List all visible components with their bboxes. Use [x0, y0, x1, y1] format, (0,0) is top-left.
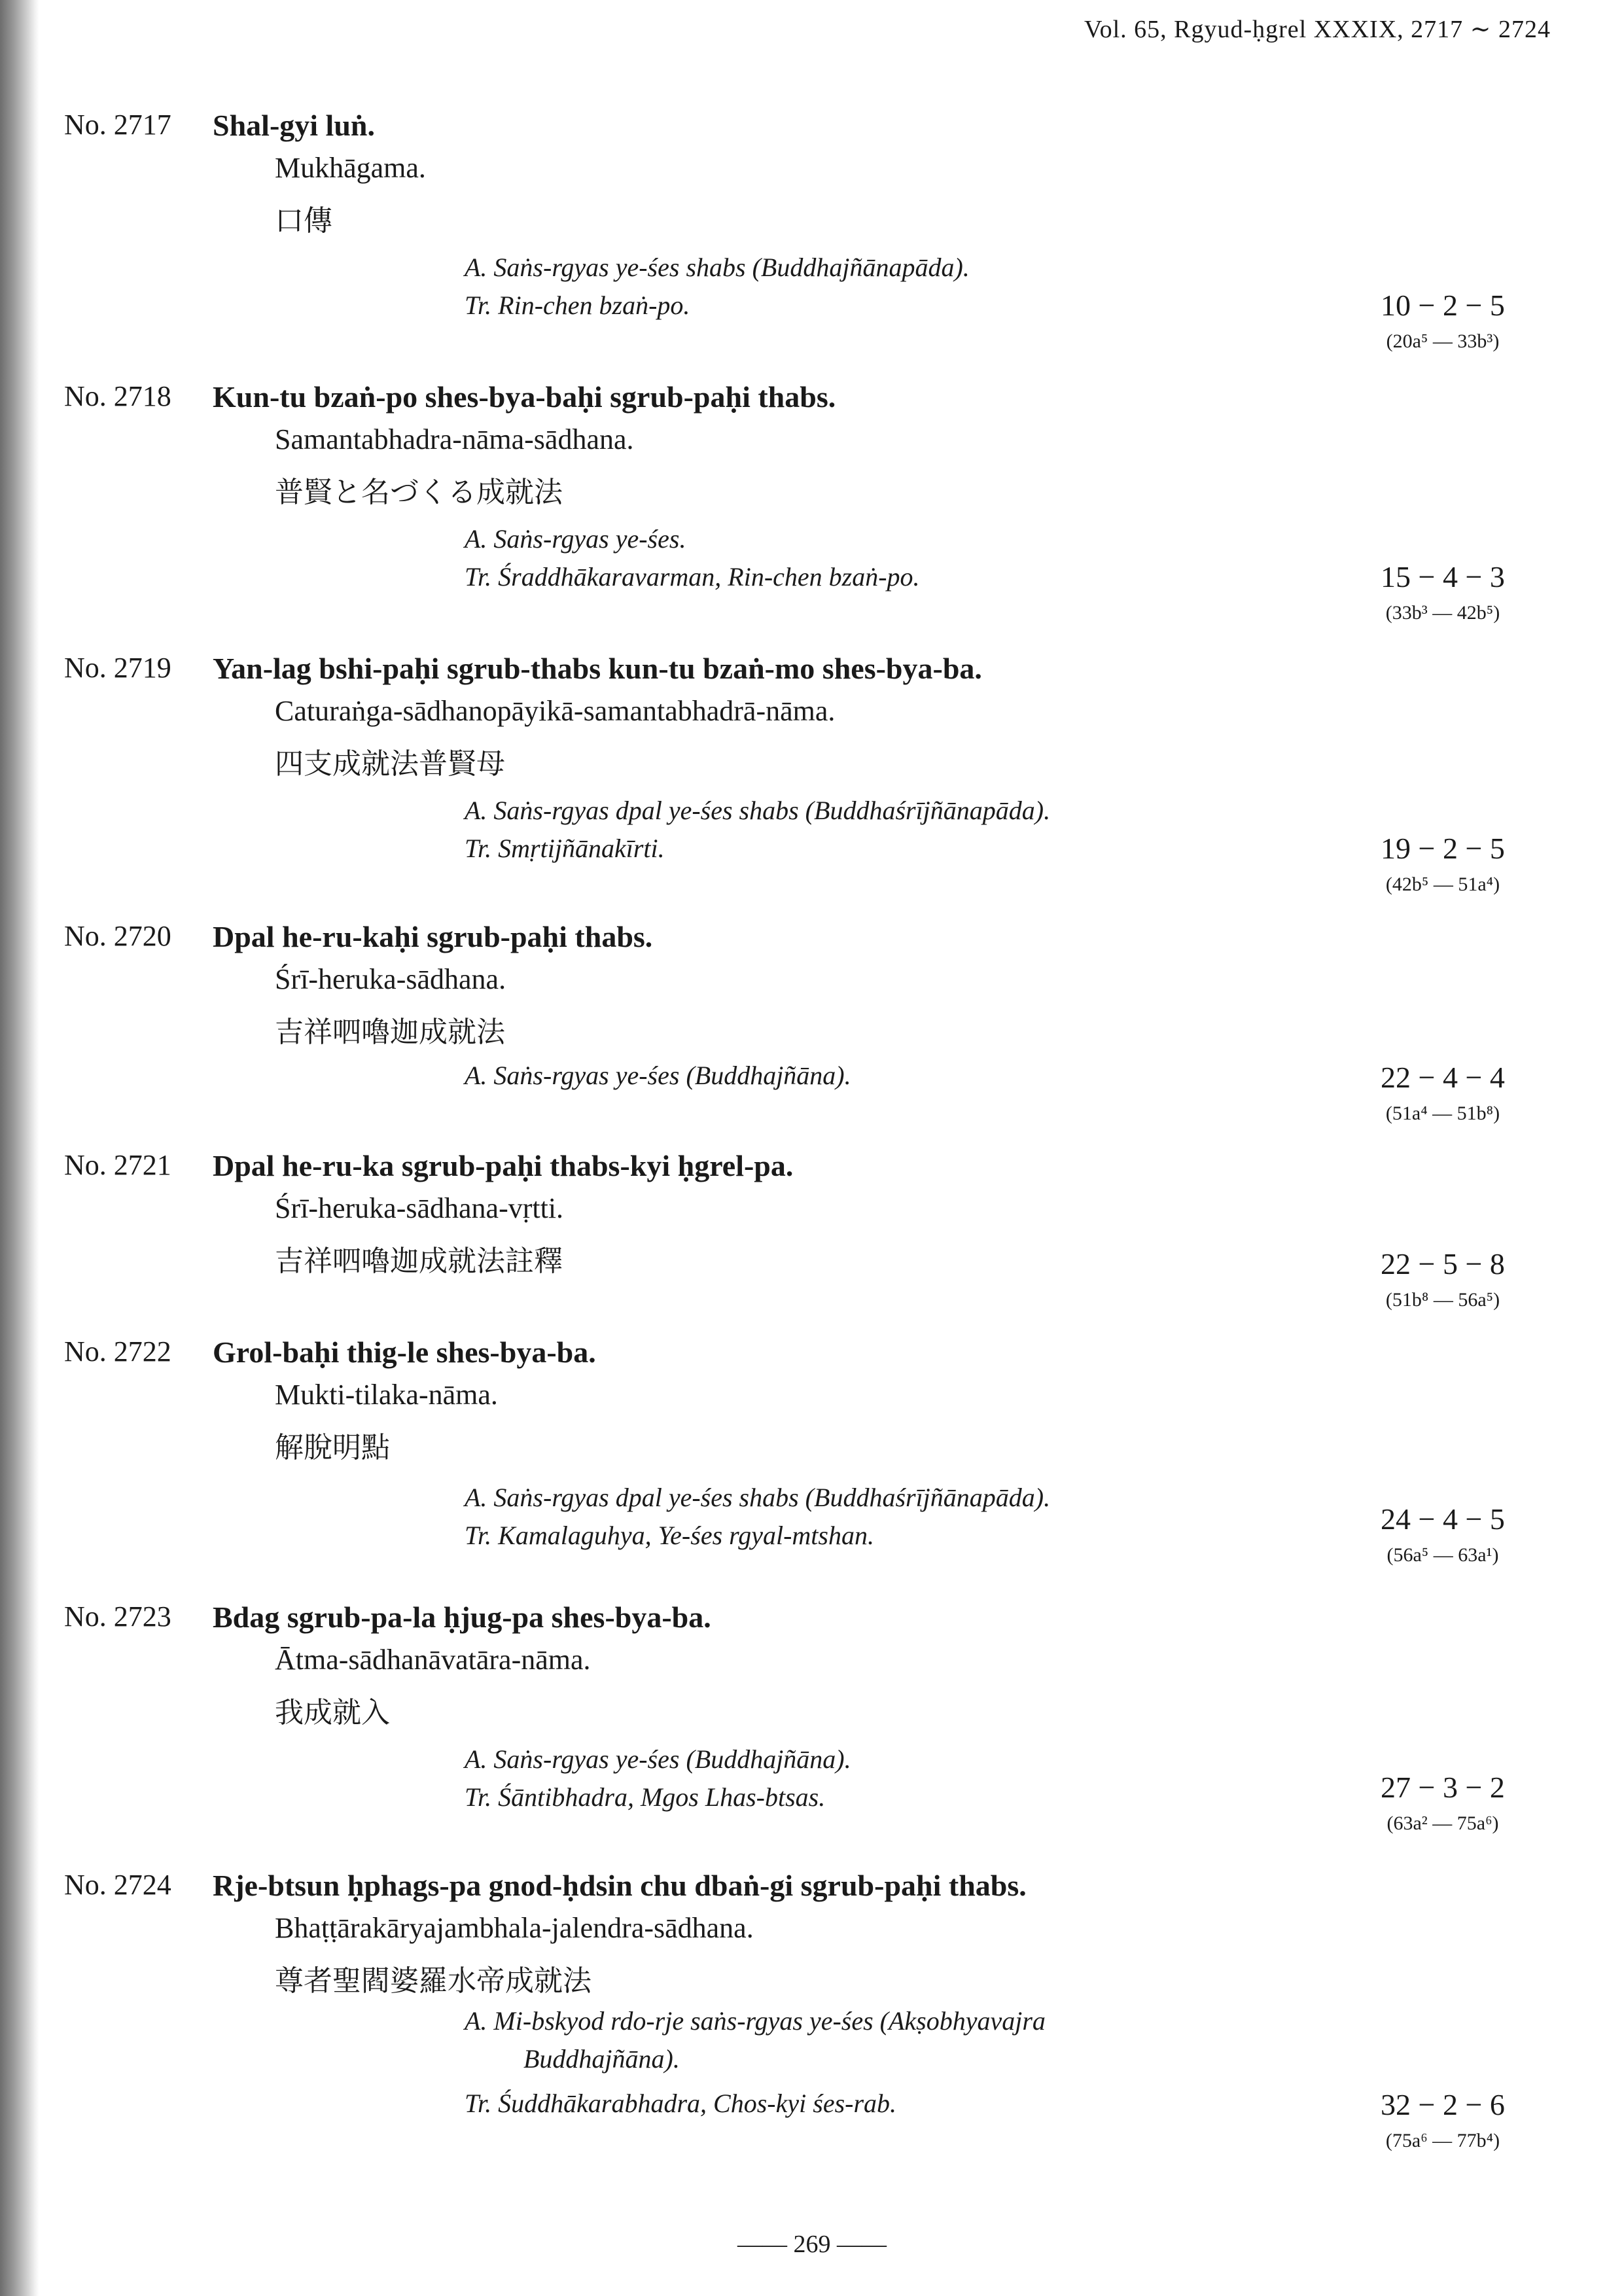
entry-sanskrit: Śrī-heruka-sādhana-vṛtti.: [275, 1192, 564, 1224]
entry-folio: (51a⁴ — 51b⁸): [1385, 1103, 1500, 1124]
entry-author: A. Saṅs-rgyas ye-śes shabs (Buddhajñānapāda).: [465, 253, 970, 282]
entry-number: No. 2722: [64, 1335, 171, 1368]
entry-translator: Tr. Śāntibhadra, Mgos Lhas-btsas.: [465, 1782, 826, 1812]
entry-number: No. 2721: [64, 1149, 171, 1181]
entry-number: No. 2724: [64, 1869, 171, 1901]
entry-translator: Tr. Rin-chen bzaṅ-po.: [465, 291, 690, 320]
entry-pages: 10 − 2 − 5: [1381, 289, 1505, 322]
entry-pages: 19 − 2 − 5: [1381, 832, 1505, 865]
entry-author-continued: Buddhajñāna).: [523, 2044, 680, 2074]
entry-number: No. 2717: [64, 109, 171, 141]
entry-author: A. Saṅs-rgyas ye-śes.: [465, 524, 686, 554]
entry-sanskrit: Samantabhadra-nāma-sādhana.: [275, 423, 634, 455]
scan-shadow-edge: [0, 0, 39, 2296]
entry-folio: (33b³ — 42b⁵): [1385, 602, 1500, 624]
entry-sanskrit: Ātma-sādhanāvatāra-nāma.: [275, 1644, 591, 1676]
entry-number: No. 2718: [64, 380, 171, 412]
entry-sanskrit: Śrī-heruka-sādhana.: [275, 963, 506, 995]
entry-author: A. Mi-bskyod rdo-rje saṅs-rgyas ye-śes (Akṣobhyavajra: [465, 2006, 1046, 2036]
entry-translator: Tr. Kamalaguhya, Ye-śes rgyal-mtshan.: [465, 1521, 874, 1550]
entry-translator: Tr. Śuddhākarabhadra, Chos-kyi śes-rab.: [465, 2089, 897, 2118]
page-number: —— 269 ——: [737, 2231, 887, 2258]
entry-author: A. Saṅs-rgyas dpal ye-śes shabs (Buddhaśrījñānapāda).: [465, 1483, 1051, 1512]
entry-title: Rje-btsun ḥphags-pa gnod-ḥdsin chu dbaṅ-gi sgrub-paḥi thabs.: [213, 1869, 1027, 1902]
entry-chinese: 尊者聖閻婆羅水帝成就法: [275, 1964, 591, 1998]
entry-author: A. Saṅs-rgyas ye-śes (Buddhajñāna).: [465, 1744, 851, 1774]
entry-number: No. 2720: [64, 920, 171, 952]
entry-pages: 27 − 3 − 2: [1381, 1771, 1505, 1804]
entry-sanskrit: Mukhāgama.: [275, 152, 426, 184]
entry-title: Bdag sgrub-pa-la ḥjug-pa shes-bya-ba.: [213, 1600, 711, 1634]
entry-title: Yan-lag bshi-paḥi sgrub-thabs kun-tu bzaṅ-mo shes-bya-ba.: [213, 652, 982, 685]
entry-chinese: 四支成就法普賢母: [275, 747, 505, 781]
entry-number: No. 2723: [64, 1600, 171, 1633]
entry-author: A. Saṅs-rgyas dpal ye-śes shabs (Buddhaśrījñānapāda).: [465, 796, 1051, 825]
entry-sanskrit: Caturaṅga-sādhanopāyikā-samantabhadrā-nāma.: [275, 695, 836, 727]
entry-number: No. 2719: [64, 652, 171, 684]
entry-title: Dpal he-ru-ka sgrub-paḥi thabs-kyi ḥgrel-pa.: [213, 1149, 794, 1182]
entry-chinese: 吉祥呬嚕迦成就法: [275, 1016, 505, 1049]
entry-folio: (51b⁸ — 56a⁵): [1385, 1289, 1500, 1311]
entry-pages: 15 − 4 − 3: [1381, 560, 1505, 593]
entry-chinese: 解脫明點: [275, 1431, 390, 1464]
entry-sanskrit: Mukti-tilaka-nāma.: [275, 1379, 498, 1411]
entry-title: Shal-gyi luṅ.: [213, 109, 375, 142]
running-header: Vol. 65, Rgyud-ḥgrel XXXIX, 2717 ∼ 2724: [1084, 16, 1551, 43]
entry-pages: 32 − 2 − 6: [1381, 2088, 1505, 2121]
entry-folio: (42b⁵ — 51a⁴): [1385, 874, 1500, 895]
entry-chinese: 普賢と名づくる成就法: [275, 476, 563, 509]
entry-author: A. Saṅs-rgyas ye-śes (Buddhajñāna).: [465, 1061, 851, 1090]
entry-folio: (56a⁵ — 63a¹): [1386, 1544, 1499, 1566]
entry-pages: 24 − 4 − 5: [1381, 1502, 1505, 1536]
entry-title: Dpal he-ru-kaḥi sgrub-paḥi thabs.: [213, 920, 653, 953]
entry-chinese: 吉祥呬嚕迦成就法註釋: [275, 1245, 563, 1278]
entry-chinese: 口傳: [275, 204, 332, 238]
entry-folio: (75a⁶ — 77b⁴): [1385, 2130, 1500, 2151]
entry-pages: 22 − 5 − 8: [1381, 1247, 1505, 1280]
entry-folio: (20a⁵ — 33b³): [1386, 330, 1500, 352]
entry-translator: Tr. Śraddhākaravarman, Rin-chen bzaṅ-po.: [465, 562, 920, 592]
entry-title: Kun-tu bzaṅ-po shes-bya-baḥi sgrub-paḥi thabs.: [213, 380, 836, 414]
entry-chinese: 我成就入: [275, 1696, 390, 1729]
entry-translator: Tr. Smṛtijñānakīrti.: [465, 834, 665, 863]
entry-sanskrit: Bhaṭṭārakāryajambhala-jalendra-sādhana.: [275, 1912, 754, 1944]
entry-title: Grol-baḥi thig-le shes-bya-ba.: [213, 1335, 596, 1369]
entry-pages: 22 − 4 − 4: [1381, 1061, 1505, 1094]
entry-folio: (63a² — 75a⁶): [1386, 1812, 1499, 1834]
